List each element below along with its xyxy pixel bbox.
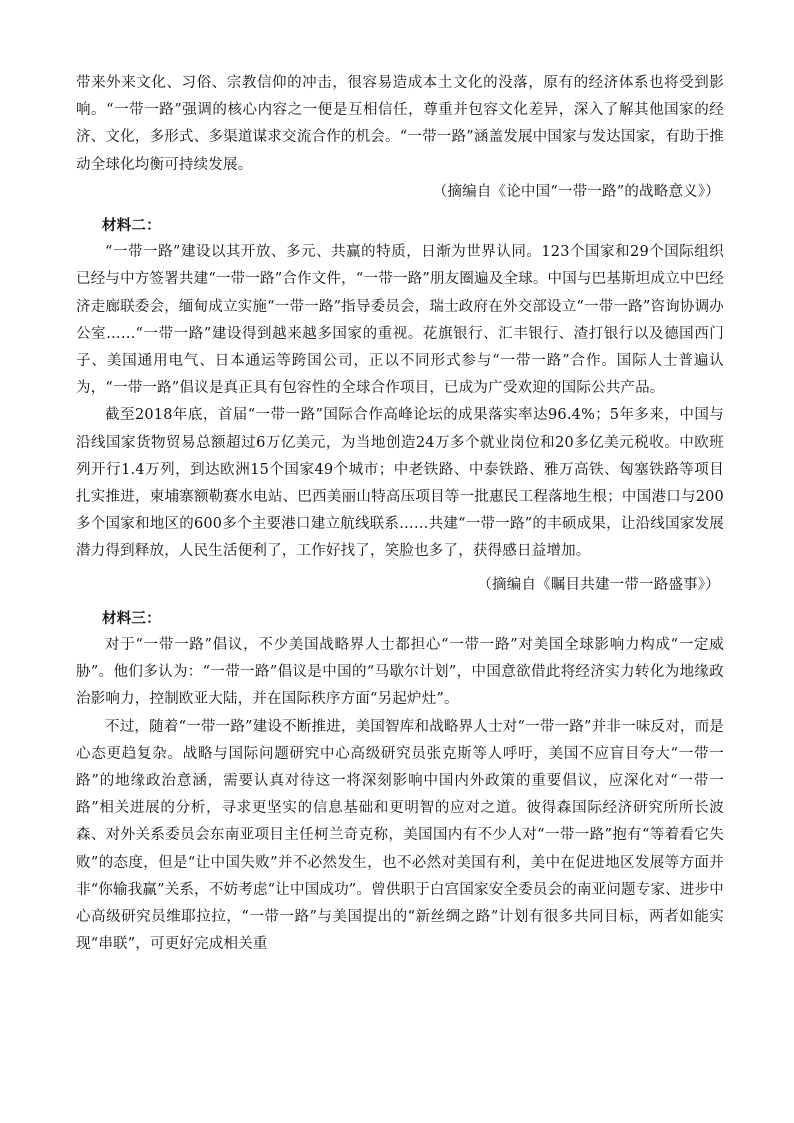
paragraph-material-3-b: 不过，随着“一带一路”建设不断推进，美国智库和战略界人士对“一带一路”并非一味反对，而是心态更趋复杂。战略与国际问题研究中心高级研究员张克斯等人呼吁，美国不应盲目夸大“一带一路”的地缘政治意涵，需要认真对待这一将深刻影响中国内外政策的重要倡议，应深化对“一带一路”相关进展的分析，寻求更坚实的信息基础和更明智的应对之道。彼得森国际经济研究所所长波森、对外关系委员会东南亚项目主任柯兰奇克称，美国国内有不少人对“一带一路”抱有“等着看它失败”的态度，但是“让中国失败”并不必然发生，也不必然对美国有利，美中在促进地区发展等方面并非“你输我赢”关系，不妨考虑“让中国成功”。曾供职于白宫国家安全委员会的南亚问题专家、进步中心高级研究员维耶拉拉，“一带一路”与美国提出的“新丝绸之路”计划有很多共同目标，两者如能实现“串联”，可更好完成相关重 [76, 718, 724, 953]
source-citation-1: （摘编自《论中国“一带一路”的战略意义》） [432, 183, 720, 200]
paragraph-material-3-a: 对于“一带一路”倡议，不少美国战略界人士都担心“一带一路”对美国全球影响力构成“一定威胁”。他们多认为：“一带一路”倡议是中国的“马歇尔计划”，中国意欲借此将经济实力转化为地缘政治影响力，控制欧亚大陆，并在国际秩序方面“另起炉灶”。 [76, 637, 724, 708]
section-heading-material-2: 材料二： [102, 217, 161, 235]
paragraph-continuation: 带来外来文化、习俗、宗教信仰的冲击，很容易造成本土文化的没落，原有的经济体系也将受到影响。“一带一路”强调的核心内容之一便是互相信任，尊重并包容文化差异，深入了解其他国家的经济、文化，多形式、多渠道谋求交流合作的机会。“一带一路”涵盖发展中国家与发达国家，有助于推动全球化均衡可持续发展。 [76, 75, 724, 173]
document-page [76, 70, 724, 959]
paragraph-material-2-a: “一带一路”建设以其开放、多元、共赢的特质，日渐为世界认同。123个国家和29个国际组织已经与中方签署共建“一带一路”合作文件，“一带一路”朋友圈遍及全球。中国与巴基斯坦成立中巴经济走廊联委会，缅甸成立实施“一带一路”指导委员会，瑞士政府在外交部设立“一带一路”咨询协调办公室……“一带一路”建设得到越来越多国家的重视。花旗银行、汇丰银行、渣打银行以及德国西门子、美国通用电气、日本通运等跨国公司，正以不同形式参与“一带一路”合作。国际人士普遍认为，“一带一路”倡议是真正具有包容性的全球合作项目，已成为广受欢迎的国际公共产品。 [76, 244, 724, 397]
section-heading-material-3: 材料三： [102, 609, 161, 627]
paragraph-material-2-b: 截至2018年底，首届“一带一路”国际合作高峰论坛的成果落实率达96.4%；5年多来，中国与沿线国家货物贸易总额超过6万亿美元，为当地创造24万多个就业岗位和20多亿美元税收。中欧班列开行1.4万列，到达欧洲15个国家49个城市；中老铁路、中泰铁路、雅万高铁、匈塞铁路等项目扎实推进，柬埔寨额勒赛水电站、巴西美丽山特高压项目等一批惠民工程落地生根；中国港口与200多个国家和地区的600多个主要港口建立航线联系……共建“一带一路”的丰硕成果，让沿线国家发展潜力得到释放，人民生活便利了，工作好找了，笑脸也多了，获得感日益增加。 [76, 407, 724, 560]
source-citation-2: （摘编自《瞩目共建一带一路盛事》） [477, 576, 720, 593]
